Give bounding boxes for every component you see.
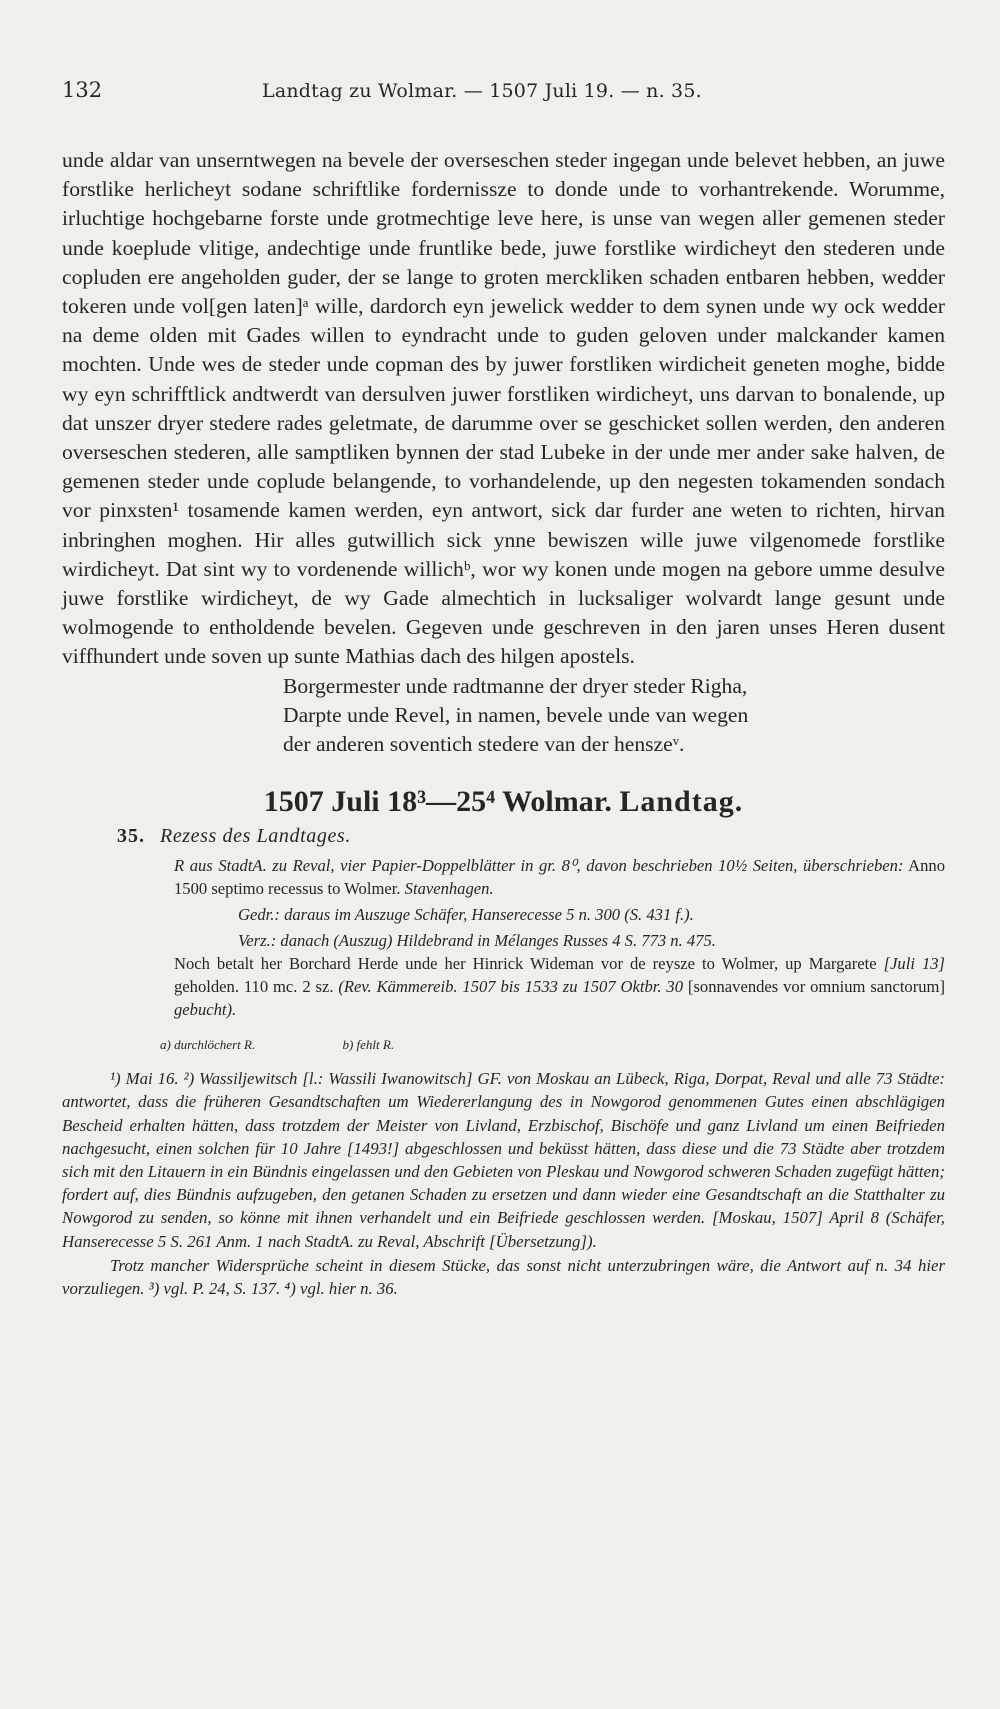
signature-block	[283, 672, 945, 760]
source-line-index: Verz.: danach (Auszug) Hildebrand in Mélanges Russes 4 S. 773 n. 475.	[238, 931, 716, 951]
running-head	[62, 78, 945, 118]
signature-line: der anderen soventich stedere van der henszeᵛ.	[283, 732, 685, 757]
source-line-note: Noch betalt her Borchard Herde unde her Hinrick Wideman vor de reysze to Wolmer, up Margarete [Juli 13] geholden. 110 mc. 2 sz. (Rev. Kämmereib. 1507 bis 1533 zu 1507 Oktbr. 30 [sonnavendes vor omnium sanctorum] gebucht).	[174, 954, 945, 1020]
item-title: Rezess des Landtages.	[160, 825, 351, 848]
section-heading-date: 1507 Juli 18³—25⁴ Wolmar.	[263, 785, 612, 819]
textual-note-b: b) fehlt R.	[342, 1037, 395, 1053]
textual-notes	[160, 1037, 945, 1053]
item-number: 35.	[117, 825, 145, 848]
footnotes	[62, 1067, 945, 1300]
item-line	[62, 825, 945, 848]
source-line-printed: Gedr.: daraus im Auszuge Schäfer, Hanserecesse 5 n. 300 (S. 431 f.).	[238, 905, 694, 925]
signature-line: Darpte unde Revel, in namen, bevele unde van wegen	[283, 702, 749, 727]
textual-note-a: a) durchlöchert R.	[160, 1037, 256, 1053]
page-number: 132	[62, 78, 103, 102]
signature-line: Borgermester unde radtmanne der dryer steder Righa,	[283, 673, 748, 698]
source-line-manuscript: R aus StadtA. zu Reval, vier Papier-Doppelblätter in gr. 8⁰, davon beschrieben 10½ Seiten, überschrieben: Anno 1500 septimo recessus to Wolmer. Stavenhagen.	[174, 856, 945, 899]
source-description	[174, 854, 945, 1021]
section-heading-title: Landtag.	[619, 785, 744, 819]
footnote-main: ¹) Mai 16. ²) Wassiljewitsch [l.: Wassili Iwanowitsch] GF. von Moskau an Lübeck, Riga, Dorpat, Reval und alle 73 Städte: antwortet, dass die früheren Gesandtschaften um Wiedererlangung des in Nowgorod genommenen Gutes einen abschlägigen Bescheid erhalten hätten, dass trotzdem der Meister von Livland, Erzbischof, Bischöfe und ganz Livland um einen Beifrieden nachgesucht, einen solchen für 10 Jahre [1493!] abgeschlossen und beküsst hätten, dass diese und die 73 Städte aber trotzdem sich mit den Litauern in ein Bündnis eingelassen und den Gebieten von Pleskau und Nowgorod schweren Schaden zugefügt hätten; fordert auf, dies Bündnis aufzugeben, den getanen Schaden zu ersetzen und dann wieder eine Gesandtschaft an die Statthalter zu Nowgorod zu senden, so könne mit ihnen verhandelt und ein Beifriede geschlossen werden. [Moskau, 1507] April 8 (Schäfer, Hanserecesse 5 S. 261 Anm. 1 nach StadtA. zu Reval, Abschrift [Übersetzung]).	[62, 1069, 945, 1251]
section-heading	[62, 785, 945, 819]
running-title: Landtag zu Wolmar. — 1507 Juli 19. — n. 35.	[262, 80, 702, 102]
footnote-second: Trotz mancher Widersprüche scheint in diesem Stücke, das sonst nicht unterzubringen wäre, die Antwort auf n. 34 hier vorzuliegen. ³) vgl. P. 24, S. 137. ⁴) vgl. hier n. 36.	[62, 1255, 945, 1299]
letter-body	[62, 146, 945, 672]
letter-paragraph: unde aldar van unserntwegen na bevele der overseschen steder ingegan unde belevet hebben, an juwe forstlike herlicheyt sodane schriftlike fordernissze to donde unde to vorhantrekende. Worumme, irluchtige hochgebarne forste unde grotmechtige leve here, is unse van wegen aller gemenen steder unde koeplude vlitige, andechtige unde fruntlike bede, juwe forstlike wirdicheyt den stederen unde copluden ere angeholden guder, der se lange to groten merckliken schaden entbaren hebben, wedder tokeren unde vol[gen laten]ᵃ wille, dardorch eyn jewelick wedder to dem synen unde wy ock wedder na deme olden mit Gades willen to eyndracht unde to guden geloven under malckander kamen mochten. Unde wes de steder unde copman des by juwer forstliken wirdicheit geneten moghe, bidde wy eyn schrifftlick andtwerdt van dersulven juwer forstliken wirdicheyt, uns darvan to bonalende, up dat unszer dryer stedere rades geletmate, de darumme over se geschicket sollen werden, den anderen overseschen stederen, alle samptliken bynnen der stad Lubeke in der unde mer ander sake halven, de gemenen steder unde coplude belangende, to vorhandelende, up den negesten tokamenden sondach vor pinxsten¹ tosamende kamen werden, eyn antwort, sick dar furder ane weten to richten, hirvan inbringhen moghen. Hir alles gutwillich sick ynne bewiszen wille juwe vilgenomede forstlike wirdicheyt. Dat sint wy to vordenende willichᵇ, wor wy konen unde mogen na gebore umme desulve juwe forstlike wirdicheyt, de wy Gade almechtich in lucksaliger wolvardt lange gesunt unde wolmogende to entholdende bevelen. Gegeven unde geschreven in den jaren unses Heren dusent viffhundert unde soven up sunte Mathias dach des hilgen apostels.	[62, 148, 945, 669]
